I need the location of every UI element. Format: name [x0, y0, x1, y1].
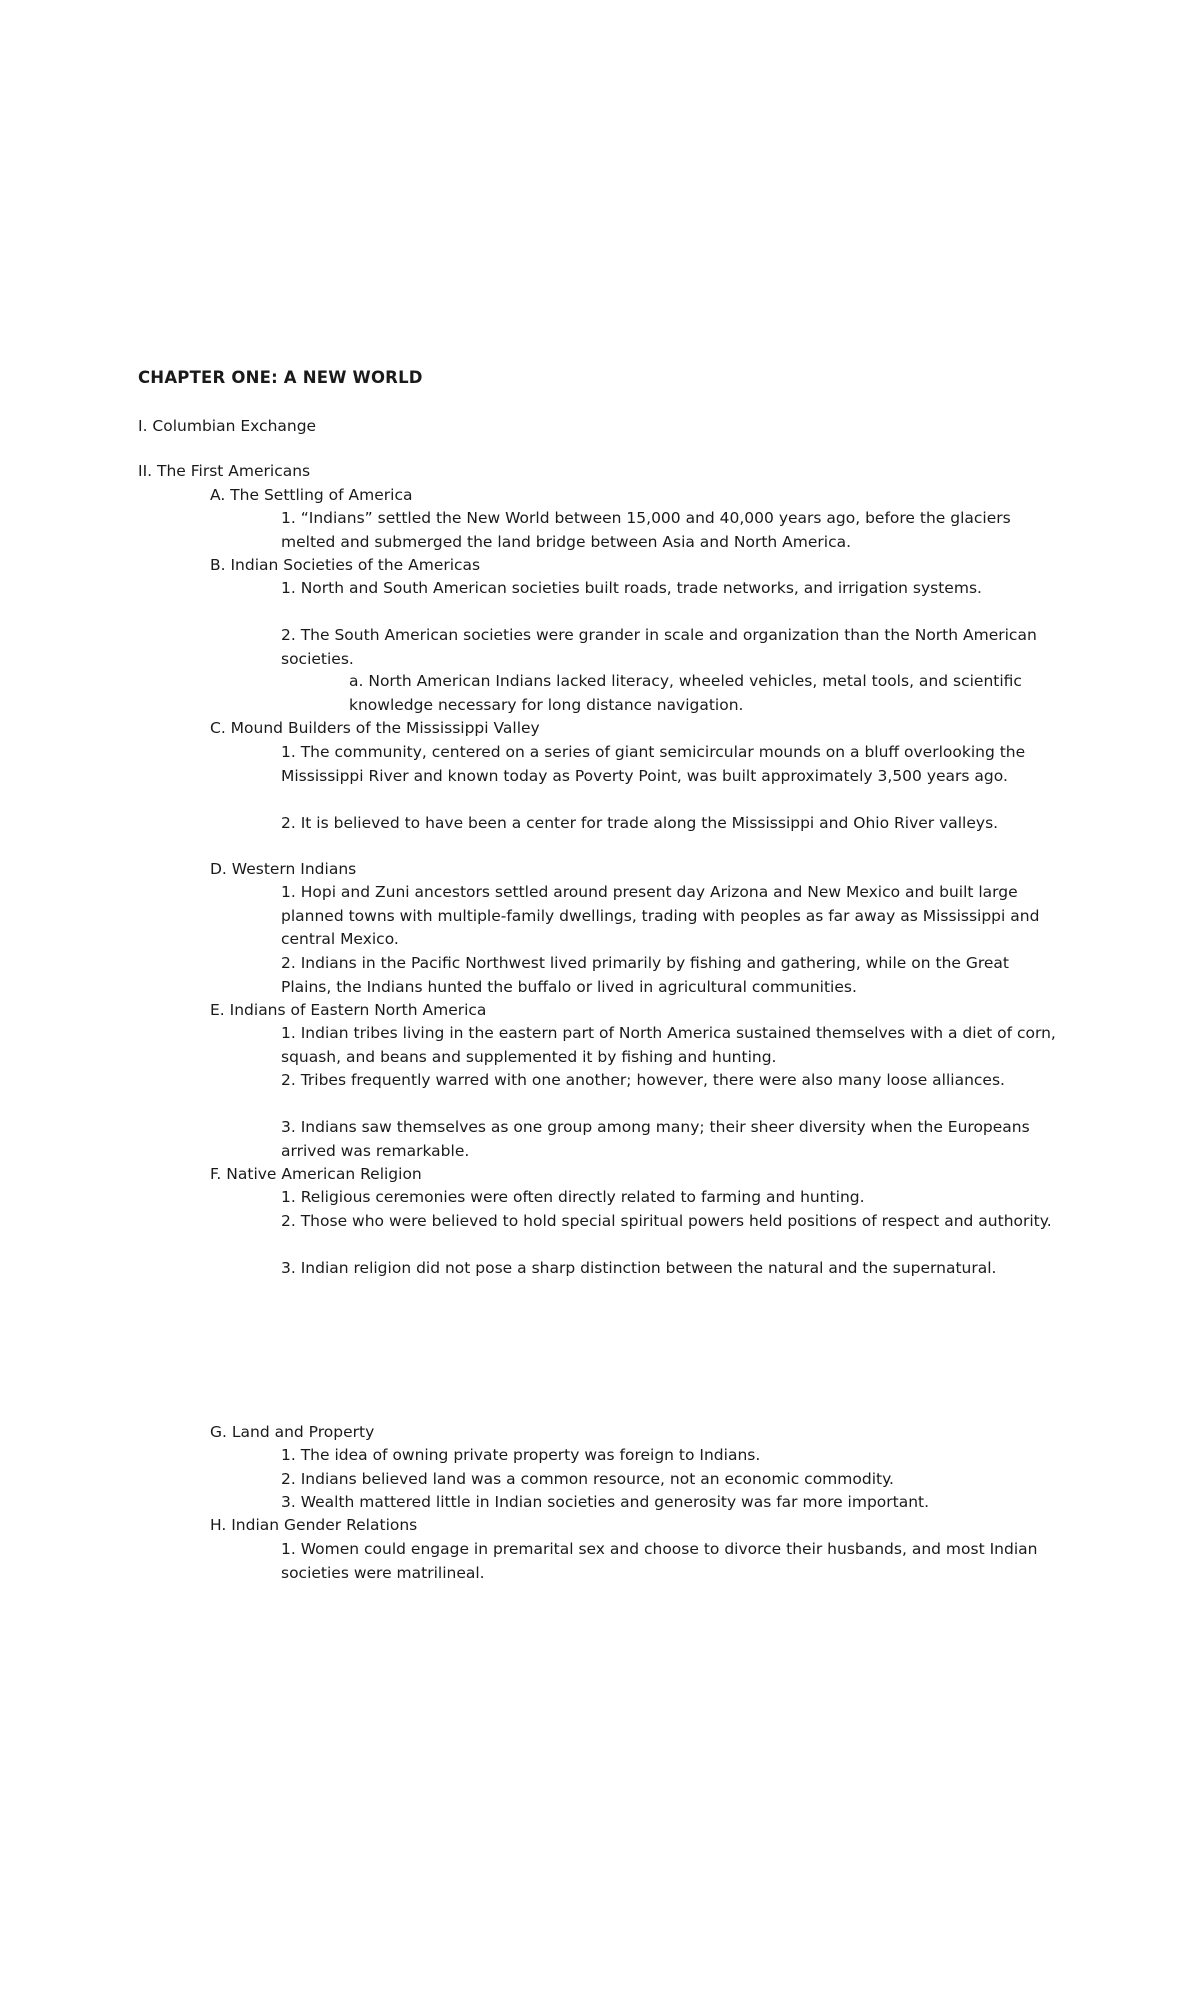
section-heading: I. Columbian Exchange: [138, 417, 317, 435]
subsection-heading: G. Land and Property: [210, 1423, 375, 1441]
outline-item: 1. North and South American societies built roads, trade networks, and irrigation systems.: [281, 579, 982, 597]
subsection-heading: F. Native American Religion: [210, 1165, 422, 1183]
outline-item: 2. The South American societies were grander in scale and organization than the North American societies.: [281, 626, 1037, 668]
outline-item: 1. “Indians” settled the New World between 15,000 and 40,000 years ago, before the glaciers melted and submerged the land bridge between Asia and North America.: [281, 509, 1011, 551]
page-title: CHAPTER ONE: A NEW WORLD: [138, 368, 423, 387]
outline-item: 3. Wealth mattered little in Indian societies and generosity was far more important.: [281, 1493, 930, 1511]
section-heading: II. The First Americans: [138, 462, 311, 480]
outline-item: 1. Women could engage in premarital sex and choose to divorce their husbands, and most Indian societies were matrilineal.: [281, 1540, 1038, 1582]
outline-item: 2. Indians in the Pacific Northwest lived primarily by fishing and gathering, while on the Great Plains, the Indians hunted the buffalo or lived in agricultural communities.: [281, 954, 1010, 996]
outline-item: 2. Tribes frequently warred with one another; however, there were also many loose alliances.: [281, 1071, 1005, 1089]
subsection-heading: A. The Settling of America: [210, 486, 413, 504]
outline-item: 1. Indian tribes living in the eastern part of North America sustained themselves with a diet of corn, squash, and beans and supplemented it by fishing and hunting.: [281, 1024, 1056, 1066]
outline-item: 2. It is believed to have been a center for trade along the Mississippi and Ohio River valleys.: [281, 814, 999, 832]
outline-item: 2. Those who were believed to hold special spiritual powers held positions of respect and authority.: [281, 1212, 1052, 1230]
outline-item: 1. The community, centered on a series of giant semicircular mounds on a bluff overlooking the Mississippi River and known today as Poverty Point, was built approximately 3,500 years ago.: [281, 743, 1026, 785]
subsection-heading: D. Western Indians: [210, 860, 357, 878]
subsection-heading: B. Indian Societies of the Americas: [210, 556, 481, 574]
outline-item: 2. Indians believed land was a common resource, not an economic commodity.: [281, 1470, 894, 1488]
subsection-heading: H. Indian Gender Relations: [210, 1516, 418, 1534]
subsection-heading: E. Indians of Eastern North America: [210, 1001, 487, 1019]
outline-item: 3. Indian religion did not pose a sharp distinction between the natural and the supernatural.: [281, 1259, 997, 1277]
outline-item: 1. Hopi and Zuni ancestors settled around present day Arizona and New Mexico and built large planned towns with multiple-family dwellings, trading with peoples as far away as Mississippi and central Mexico.: [281, 883, 1040, 948]
outline-item: 1. Religious ceremonies were often directly related to farming and hunting.: [281, 1188, 865, 1206]
outline-subitem: a. North American Indians lacked literacy, wheeled vehicles, metal tools, and scientific knowledge necessary for long distance navigation.: [349, 672, 1022, 714]
outline-item: 3. Indians saw themselves as one group among many; their sheer diversity when the Europeans arrived was remarkable.: [281, 1118, 1030, 1160]
subsection-heading: C. Mound Builders of the Mississippi Valley: [210, 719, 540, 737]
outline-item: 1. The idea of owning private property was foreign to Indians.: [281, 1446, 761, 1464]
